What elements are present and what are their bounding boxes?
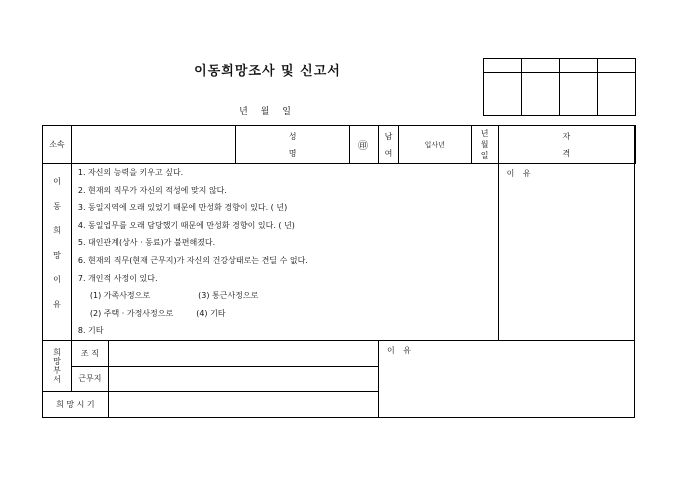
reason-checklist xyxy=(71,164,498,341)
desired-time-label: 희 망 시 기 xyxy=(43,391,109,417)
reason-item[interactable]: 7. 개인적 사정이 있다. xyxy=(77,273,158,283)
reason-suboptions-row-2 xyxy=(72,305,498,323)
org-field[interactable] xyxy=(108,340,378,366)
reason-suboption[interactable]: (2) 주택 · 가정사정으로 xyxy=(89,308,174,318)
qualification-label: 자 격 xyxy=(498,126,634,164)
reason-suboptions-row-1 xyxy=(72,287,498,305)
seal-mark: ㊞ xyxy=(357,141,368,152)
approval-cell-2-sign[interactable] xyxy=(522,73,560,116)
transfer-reason-side-label: 이 동 희 망 이 유 xyxy=(43,164,72,341)
desired-reason-label: 이 유 xyxy=(386,345,414,355)
approval-cell-1-head[interactable] xyxy=(484,59,522,73)
desired-time-field[interactable] xyxy=(108,391,378,417)
approval-cell-3-head[interactable] xyxy=(560,59,598,73)
desired-dept-label: 희 망 부 서 xyxy=(43,340,72,391)
desired-reason-field[interactable] xyxy=(378,340,634,417)
reason-item[interactable]: 4. 동일업무를 오래 담당했기 때문에 만성화 경향이 있다. ( 년) xyxy=(77,220,295,230)
approval-cell-4-head[interactable] xyxy=(598,59,636,73)
approval-cell-4-sign[interactable] xyxy=(598,73,636,116)
date-line: 년 월 일 xyxy=(239,107,291,117)
reason-item[interactable]: 3. 동일지역에 오래 있었기 때문에 만성화 경향이 있다. ( 년) xyxy=(77,203,288,213)
hire-date-label: 입사년 xyxy=(398,126,471,164)
reason-suboption[interactable]: (4) 기타 xyxy=(196,308,226,318)
qualification-field[interactable] xyxy=(635,126,636,164)
form-title: 이동희망조사 및 신고서 xyxy=(194,64,341,79)
reason-item[interactable]: 2. 현재의 직무가 자신의 적성에 맞지 않다. xyxy=(77,185,227,195)
name-field[interactable] xyxy=(350,126,379,164)
reason-item[interactable]: 6. 현재의 직무(현재 근무지)가 자신의 건강상태로는 견딜 수 없다. xyxy=(77,255,308,265)
approval-cell-2-head[interactable] xyxy=(522,59,560,73)
reason-item[interactable]: 8. 기타 xyxy=(77,326,104,336)
reason-detail-field[interactable] xyxy=(498,164,634,341)
reason-detail-label: 이 유 xyxy=(506,169,534,178)
workplace-field[interactable] xyxy=(108,366,378,391)
reason-suboption[interactable]: (1) 가족사정으로 xyxy=(89,291,151,301)
reason-suboption[interactable]: (3) 통근사정으로 xyxy=(198,291,259,301)
reason-item[interactable]: 1. 자신의 능력을 키우고 싶다. xyxy=(77,168,184,177)
main-form-table xyxy=(42,125,636,418)
reason-item[interactable]: 5. 대인관계(상사 · 동료)가 불편해졌다. xyxy=(77,238,216,248)
affiliation-field[interactable] xyxy=(71,126,235,164)
affiliation-label: 소속 xyxy=(43,126,72,164)
org-label: 조 직 xyxy=(71,340,108,366)
gender-field[interactable]: 남 여 xyxy=(378,126,398,164)
name-label: 성 명 xyxy=(236,126,350,164)
approval-cell-3-sign[interactable] xyxy=(560,73,598,116)
hire-date-field[interactable]: 년 월 일 xyxy=(471,126,498,164)
approval-cell-1-sign[interactable] xyxy=(484,73,522,116)
workplace-label: 근무지 xyxy=(71,366,108,391)
approval-box xyxy=(483,58,636,116)
